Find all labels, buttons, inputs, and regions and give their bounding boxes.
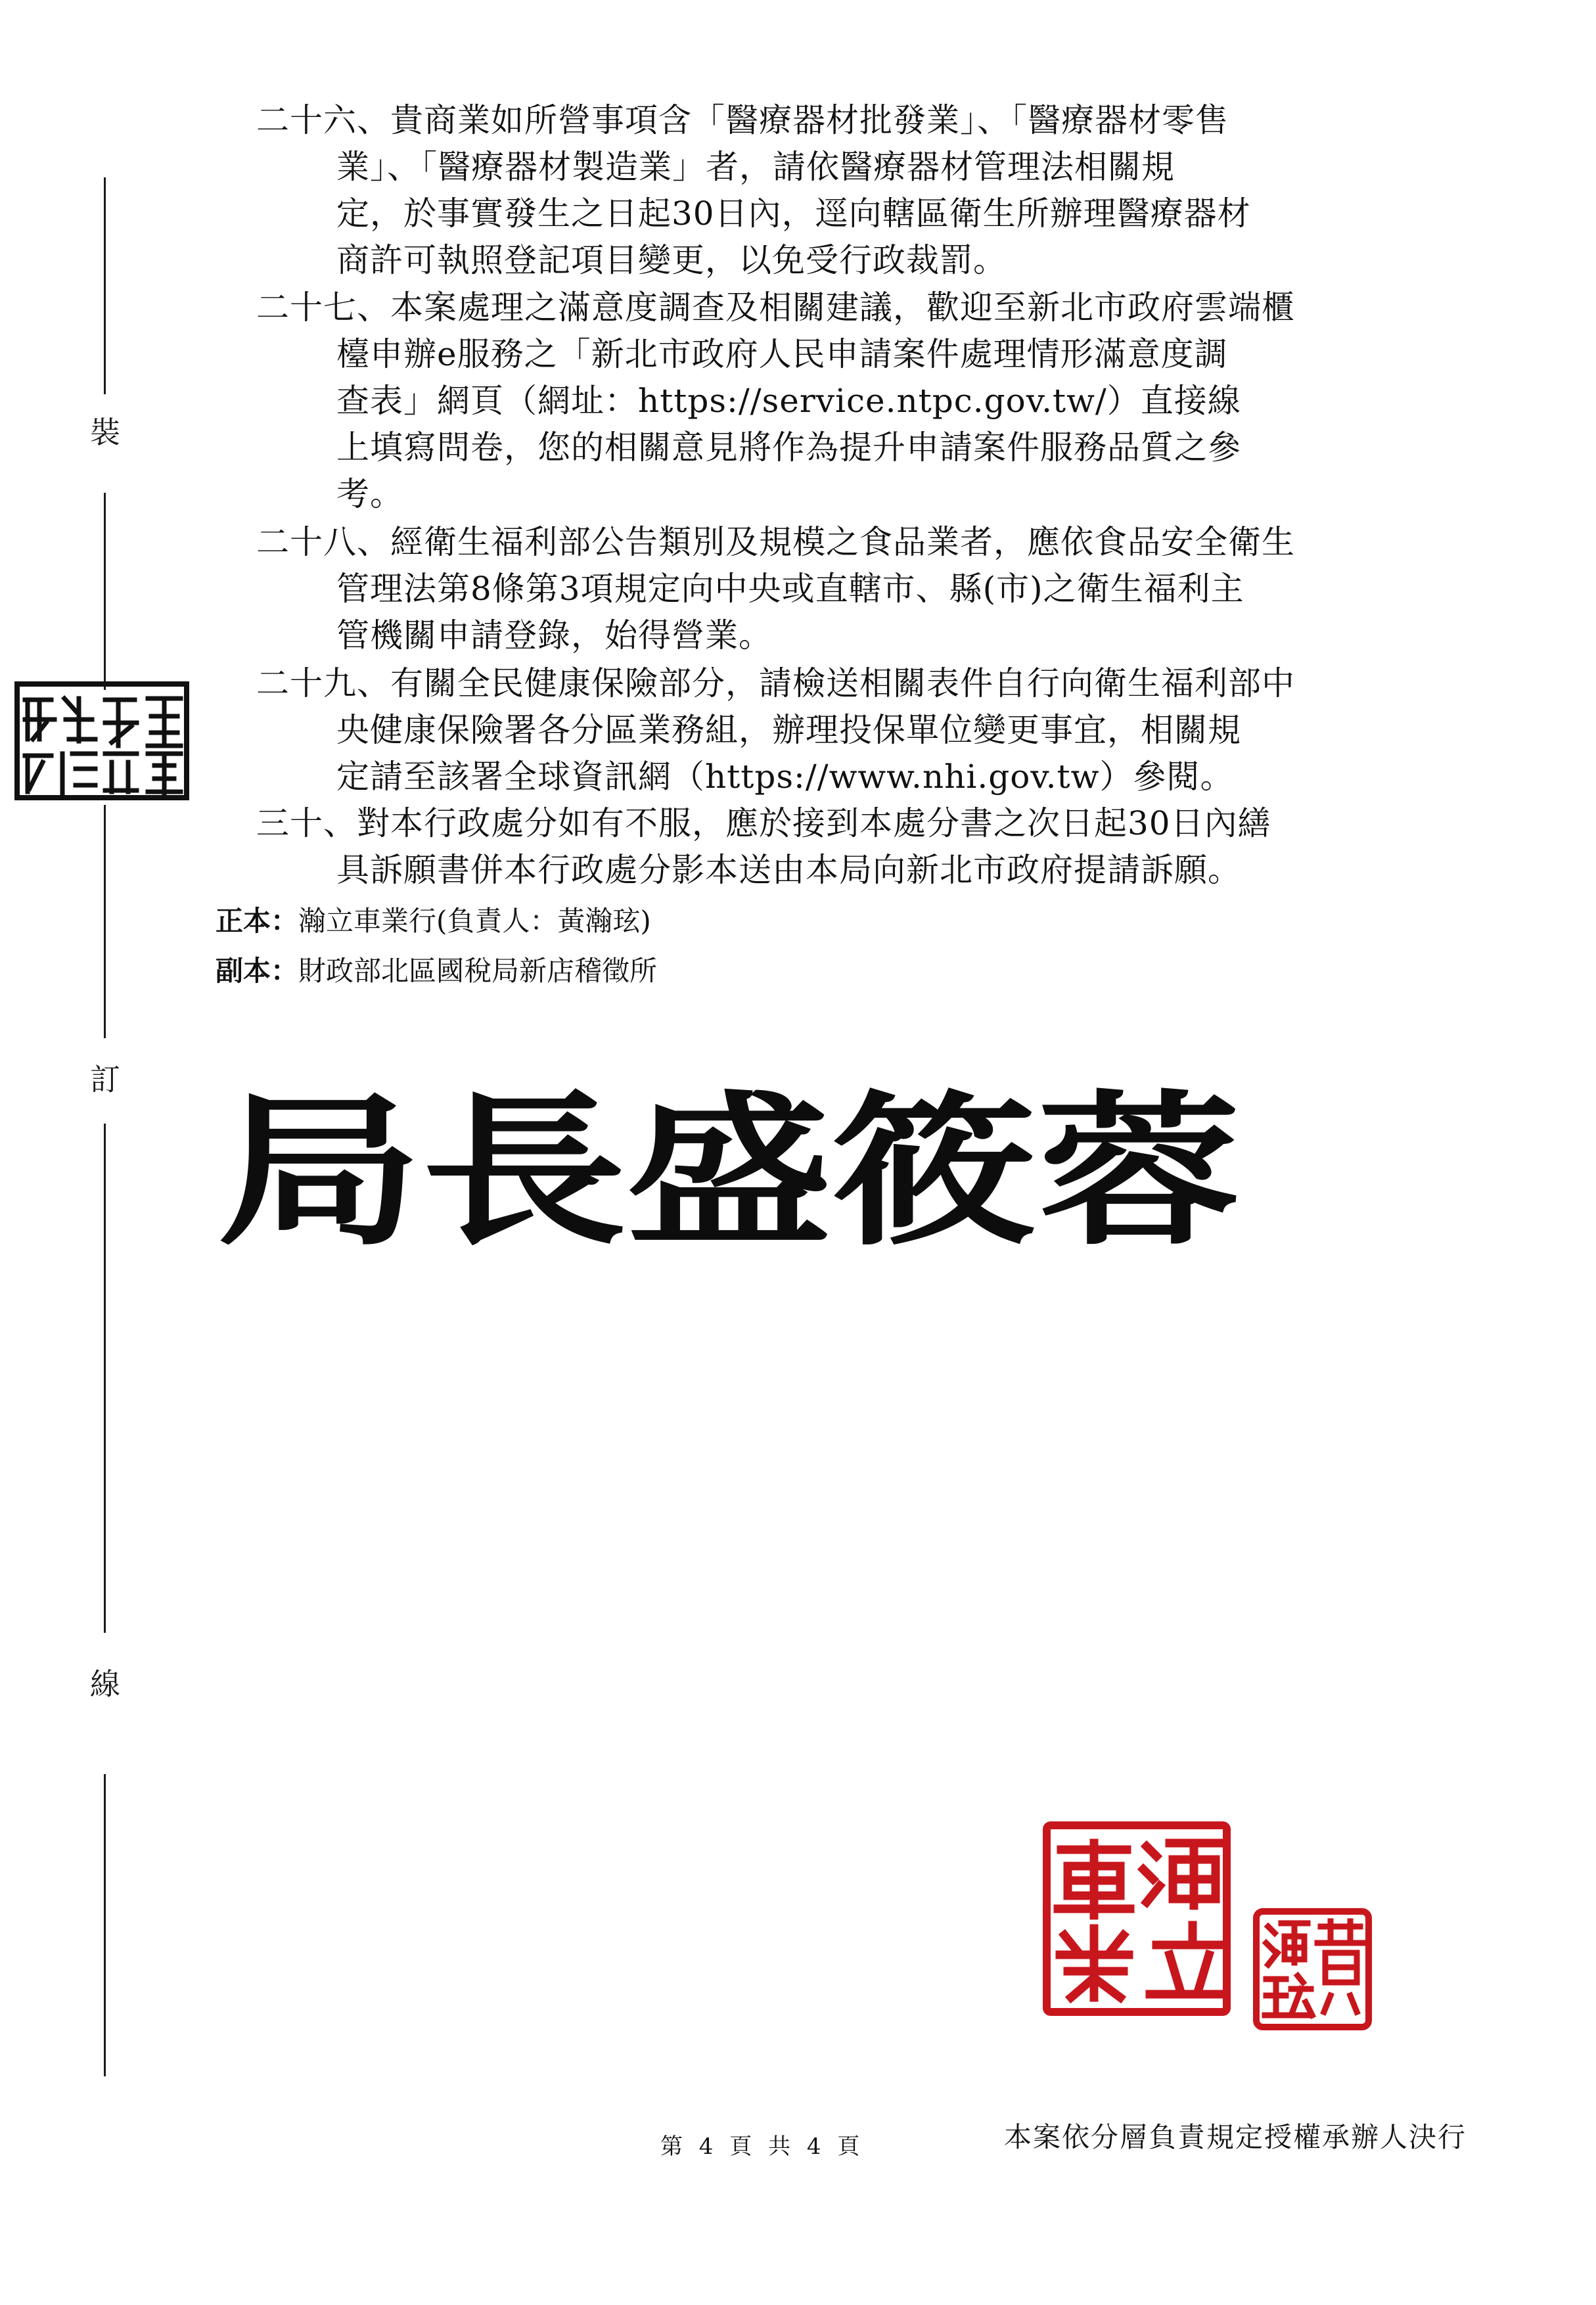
binding-line-segment [104,177,106,394]
clause-line: 三十、對本行政處分如有不服，應於接到本處分書之次日起30日內繕 [256,804,1271,842]
clause-line: 二十七、本案處理之滿意度調查及相關建議，歡迎至新北市政府雲端櫃 [256,288,1295,327]
clause-30 [256,800,1426,894]
company-seal [1041,1820,1232,2017]
clause-line: 商許可執照登記項目變更，以免受行政裁罰。 [336,241,1007,279]
director-signature [217,1012,1268,1301]
delegation-note: 本案依分層負責規定授權承辦人決行 [1004,2121,1467,2153]
clause-line: 查表」網頁（網址：https://service.ntpc.gov.tw/）直接線 [336,382,1241,420]
page-indicator: 第 4 頁 共 4 頁 [660,2134,860,2160]
binding-line-segment [104,805,106,1038]
clause-number: 二十七、 [256,288,390,327]
duplicate-recipient [216,951,657,991]
binding-char-ding: 訂 [90,1062,120,1097]
clause-line: 檯申辦e服務之「新北市政府人民申請案件處理情形滿意度調 [336,335,1228,373]
original-value: 瀚立車業行(負責人：黃瀚玹) [298,905,651,937]
clause-line: 定，於事實發生之日起30日內，逕向轄區衛生所辦理醫療器材 [336,194,1251,233]
clause-line: 管理法第8條第3項規定向中央或直轄市、縣(市)之衛生福利主 [336,570,1244,608]
clause-number: 三十、 [256,804,357,842]
binding-line-segment [104,493,106,690]
clause-line: 上填寫問卷，您的相關意見將作為提升申請案件服務品質之參 [336,428,1241,467]
left-margin-seal [13,680,191,802]
original-label: 正本： [216,905,299,937]
clause-number: 二十九、 [256,664,390,702]
clause-line: 考。 [336,475,403,513]
clause-line: 二十九、有關全民健康保險部分，請檢送相關表件自行向衛生福利部中 [256,664,1295,702]
binding-line-segment [104,1774,106,2076]
clause-line: 業」、「醫療器材製造業」者，請依醫療器材管理法相關規 [336,148,1175,186]
clause-line: 二十八、經衛生福利部公告類別及規模之食品業者，應依食品安全衛生 [256,523,1295,561]
clause-line: 管機關申請登錄，始得營業。 [336,616,772,654]
clause-line: 具訴願書併本行政處分影本送由本局向新北市政府提請訴願。 [336,851,1241,889]
original-recipient [216,901,651,941]
clause-26 [256,97,1426,284]
clause-28 [256,519,1426,659]
binding-line-segment [104,1124,106,1633]
clause-line: 定請至該署全球資訊網（https://www.nhi.gov.tw）參閱。 [336,758,1234,796]
clause-number: 二十八、 [256,523,390,561]
clause-29 [256,660,1426,800]
clause-line: 二十六、貴商業如所營事項含「醫療器材批發業」、「醫療器材零售 [256,101,1229,139]
clause-27 [256,285,1426,518]
binding-char-zhuang: 裝 [90,415,120,450]
clause-number: 二十六、 [256,101,390,139]
clause-line: 央健康保險署各分區業務組，辦理投保單位變更事宜，相關規 [336,711,1241,749]
duplicate-label: 副本： [216,955,299,987]
duplicate-value: 財政部北區國稅局新店稽徵所 [298,955,658,987]
binding-char-xian: 線 [90,1666,120,1702]
svg-text:局長盛筱蓉: 局長盛筱蓉 [217,1074,1242,1267]
person-seal [1252,1907,1373,2032]
